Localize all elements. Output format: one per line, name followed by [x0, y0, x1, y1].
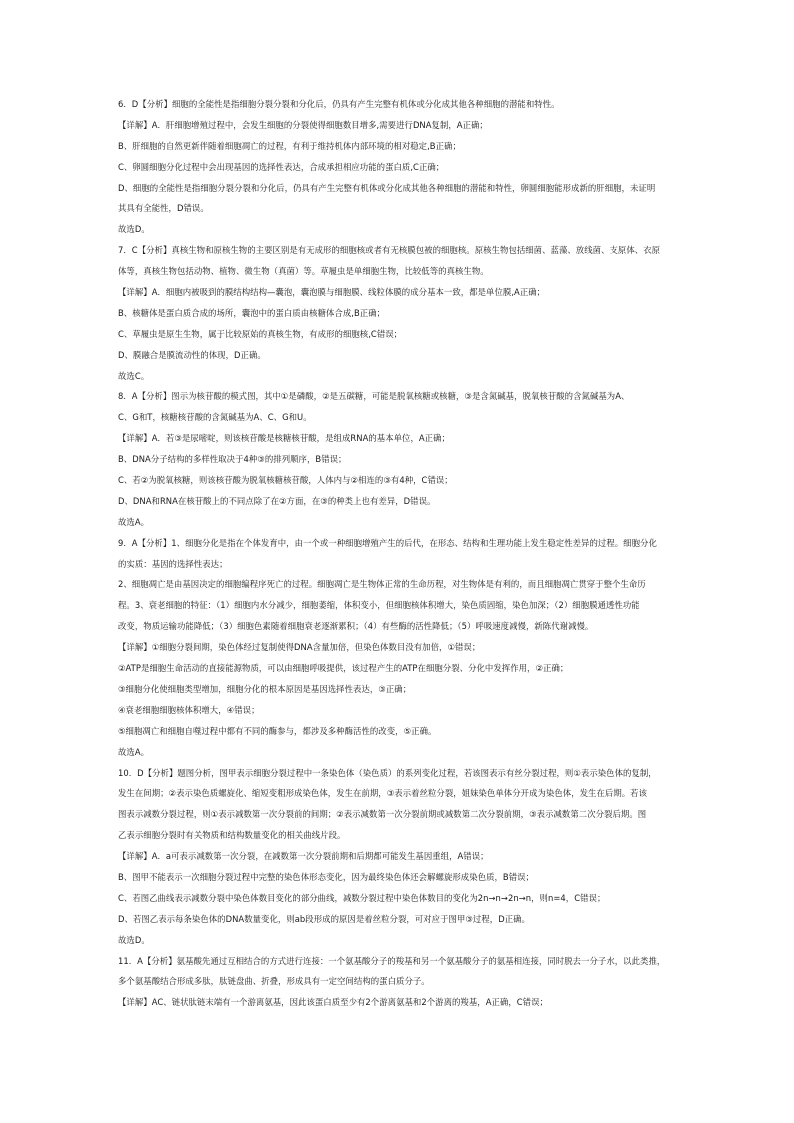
text-line: ③细胞分化使细胞类型增加，细胞分化的根本原因是基因选择性表达，③正确；: [118, 683, 412, 694]
text-line: 【详解】A．肝细胞增殖过程中，会发生细胞的分裂使得细胞数目增多,需要进行DNA复制，A正确；: [118, 119, 488, 130]
text-line: C、卵圆细胞分化过程中会出现基因的选择性表达，合成承担相应功能的蛋白质,C正确；: [118, 161, 445, 172]
text-line: 【详解】A．a可表示减数第一次分裂，在减数第一次分裂前期和后期都可能发生基因重组，A错误；: [118, 851, 489, 862]
text-line: C、若图乙曲线表示减数分裂中染色体数目变化的部分曲线，减数分裂过程中染色体数目的变化为2n→n→2n→n，则n=4，C错误；: [118, 892, 606, 903]
text-line: 9．A【分析】1、细胞分化是指在个体发育中，由一个或一种细胞增殖产生的后代，在形态、结构和生理功能上发生稳定性差异的过程。细胞分化: [118, 537, 657, 548]
text-line: 体等，真核生物包括动物、植物、微生物（真菌）等。草履虫是单细胞生物，比较低等的真核生物。: [118, 266, 489, 277]
text-line: 的实质：基因的选择性表达；: [118, 558, 228, 569]
text-line: ⑤细胞凋亡和细胞自噬过程中都有不同的酶参与，都涉及多种酶活性的改变，⑤正确。: [118, 725, 437, 736]
text-line: 故选A。: [118, 516, 150, 527]
text-line: D、若图乙表示每条染色体的DNA数量变化，则ab段形成的原因是着丝粒分裂，可对应于图甲③过程，D正确。: [118, 913, 530, 924]
text-line: B、图甲不能表示一次细胞分裂过程中完整的染色体形态变化，因为最终染色体还会解螺旋形成染色质，B错误；: [118, 871, 534, 882]
text-line: 故选C。: [118, 370, 150, 381]
text-line: 改变，物质运输功能降低；（3）细胞色素随着细胞衰老逐渐累积；（4）有些酶的活性降低；（5）呼吸速度减慢，新陈代谢减慢。: [118, 621, 594, 632]
text-line: ②ATP是细胞生命活动的直接能源物质，可以由细胞呼吸提供，该过程产生的ATP在细胞分裂、分化中发挥作用，②正确；: [118, 663, 569, 674]
text-line: 【详解】A．细胞内被吸到的膜结构结构—囊泡，囊泡膜与细胞膜、线粒体膜的成分基本一致，都是单位膜,A正确；: [118, 287, 546, 298]
text-line: 故选A。: [118, 746, 150, 757]
text-line: 【详解】AC、链状肽链末端有一个游离氨基，因此该蛋白质至少有2个游离氨基和2个游离的羧基，A正确，C错误；: [118, 997, 548, 1008]
text-line: 发生在间期；②表示染色质螺旋化、缩短变粗形成染色体，发生在前期，③表示着丝粒分裂，姐妹染色单体分开成为染色体，发生在后期。若该: [118, 788, 648, 799]
text-line: D、膜融合是膜流动性的体现，D正确。: [118, 349, 266, 360]
text-line: 6．D【分析】细胞的全能性是指细胞分裂分裂和分化后，仍具有产生完整有机体或分化成其他各种细胞的潜能和特性。: [118, 99, 560, 109]
text-line: C、G和T，核糖核苷酸的含氮碱基为A、C、G和U。: [118, 412, 312, 423]
text-line: ④衰老细胞细胞核体积增大，④错误；: [118, 704, 260, 715]
text-line: 2、细胞凋亡是由基因决定的细胞编程序死亡的过程。细胞凋亡是生物体正常的生命历程，对生物体是有利的，而且细胞凋亡贯穿于整个生命历: [118, 579, 646, 590]
text-line: D、DNA和RNA在核苷酸上的不同点除了在②方面，在③的种类上也有差异，D错误。: [118, 495, 436, 506]
text-line: 乙表示细胞分裂时有关物质和结构数量变化的相关曲线片段。: [118, 830, 346, 841]
text-line: 11．A【分析】氨基酸先通过互相结合的方式进行连接：一个氨基酸分子的羧基和另一个氨基酸分子的氨基相连接，同时脱去一分子水，以此类推，: [118, 955, 666, 966]
text-line: 10．D【分析】题图分析，图甲表示细胞分裂过程中一条染色体（染色质）的系列变化过程，若该图表示有丝分裂过程，则①表示染色体的复制，: [118, 767, 657, 778]
text-line: 多个氨基酸结合形成多肽，肽链盘曲、折叠，形成具有一定空间结构的蛋白质分子。: [118, 976, 430, 987]
text-line: 程。3、衰老细胞的特征：（1）细胞内水分减少，细胞萎缩，体积变小，但细胞核体积增大，染色质固缩，染色加深；（2）细胞膜通透性功能: [118, 600, 640, 611]
text-line: B、肝细胞的自然更新伴随着细胞凋亡的过程，有利于维持机体内部环境的相对稳定,B正确；: [118, 140, 461, 151]
text-line: D、细胞的全能性是指细胞分裂分裂和分化后，仍具有产生完整有机体或分化成其他各种细胞的潜能和特性，卵圆细胞能形成新的肝细胞，未证明: [118, 182, 656, 193]
text-line: 【详解】①细胞分裂间期，染色体经过复制使得DNA含量加倍，但染色体数目没有加倍，①错误；: [118, 642, 481, 653]
text-line: 8．A【分析】图示为核苷酸的模式图，其中①是磷酸，②是五碳糖，可能是脱氧核糖或核糖，③是含氮碱基，脱氧核苷酸的含氮碱基为A、: [118, 391, 630, 402]
text-line: 故选D。: [118, 224, 150, 235]
text-line: C、若②为脱氧核糖，则该核苷酸为脱氧核糖核苷酸，人体内与②相连的③有4种，C错误；: [118, 475, 453, 486]
answer-explanations: [118, 98, 694, 1008]
text-line: 故选D。: [118, 934, 150, 945]
text-line: C、草履虫是原生生物，属于比较原始的真核生物，有成形的细胞核,C错误；: [118, 328, 403, 339]
text-line: 其具有全能性，D错误。: [118, 203, 209, 214]
text-line: B、DNA分子结构的多样性取决于4种③的排列顺序，B错误；: [118, 454, 347, 465]
text-line: B、核糖体是蛋白质合成的场所，囊泡中的蛋白质由核糖体合成,B正确；: [118, 307, 386, 318]
text-line: 7．C【分析】真核生物和原核生物的主要区别是有无成形的细胞核或者有无核膜包被的细胞核。原核生物包括细菌、蓝藻、放线菌、支原体、衣原: [118, 245, 661, 256]
text-line: 图表示减数分裂过程，则①表示减数第一次分裂前的间期；②表示减数第一次分裂前期或减数第二次分裂前期，③表示减数第二次分裂后期。图: [118, 809, 647, 820]
text-line: 【详解】A．若③是尿嘧啶，则该核苷酸是核糖核苷酸，是组成RNA的基本单位，A正确；: [118, 433, 450, 444]
